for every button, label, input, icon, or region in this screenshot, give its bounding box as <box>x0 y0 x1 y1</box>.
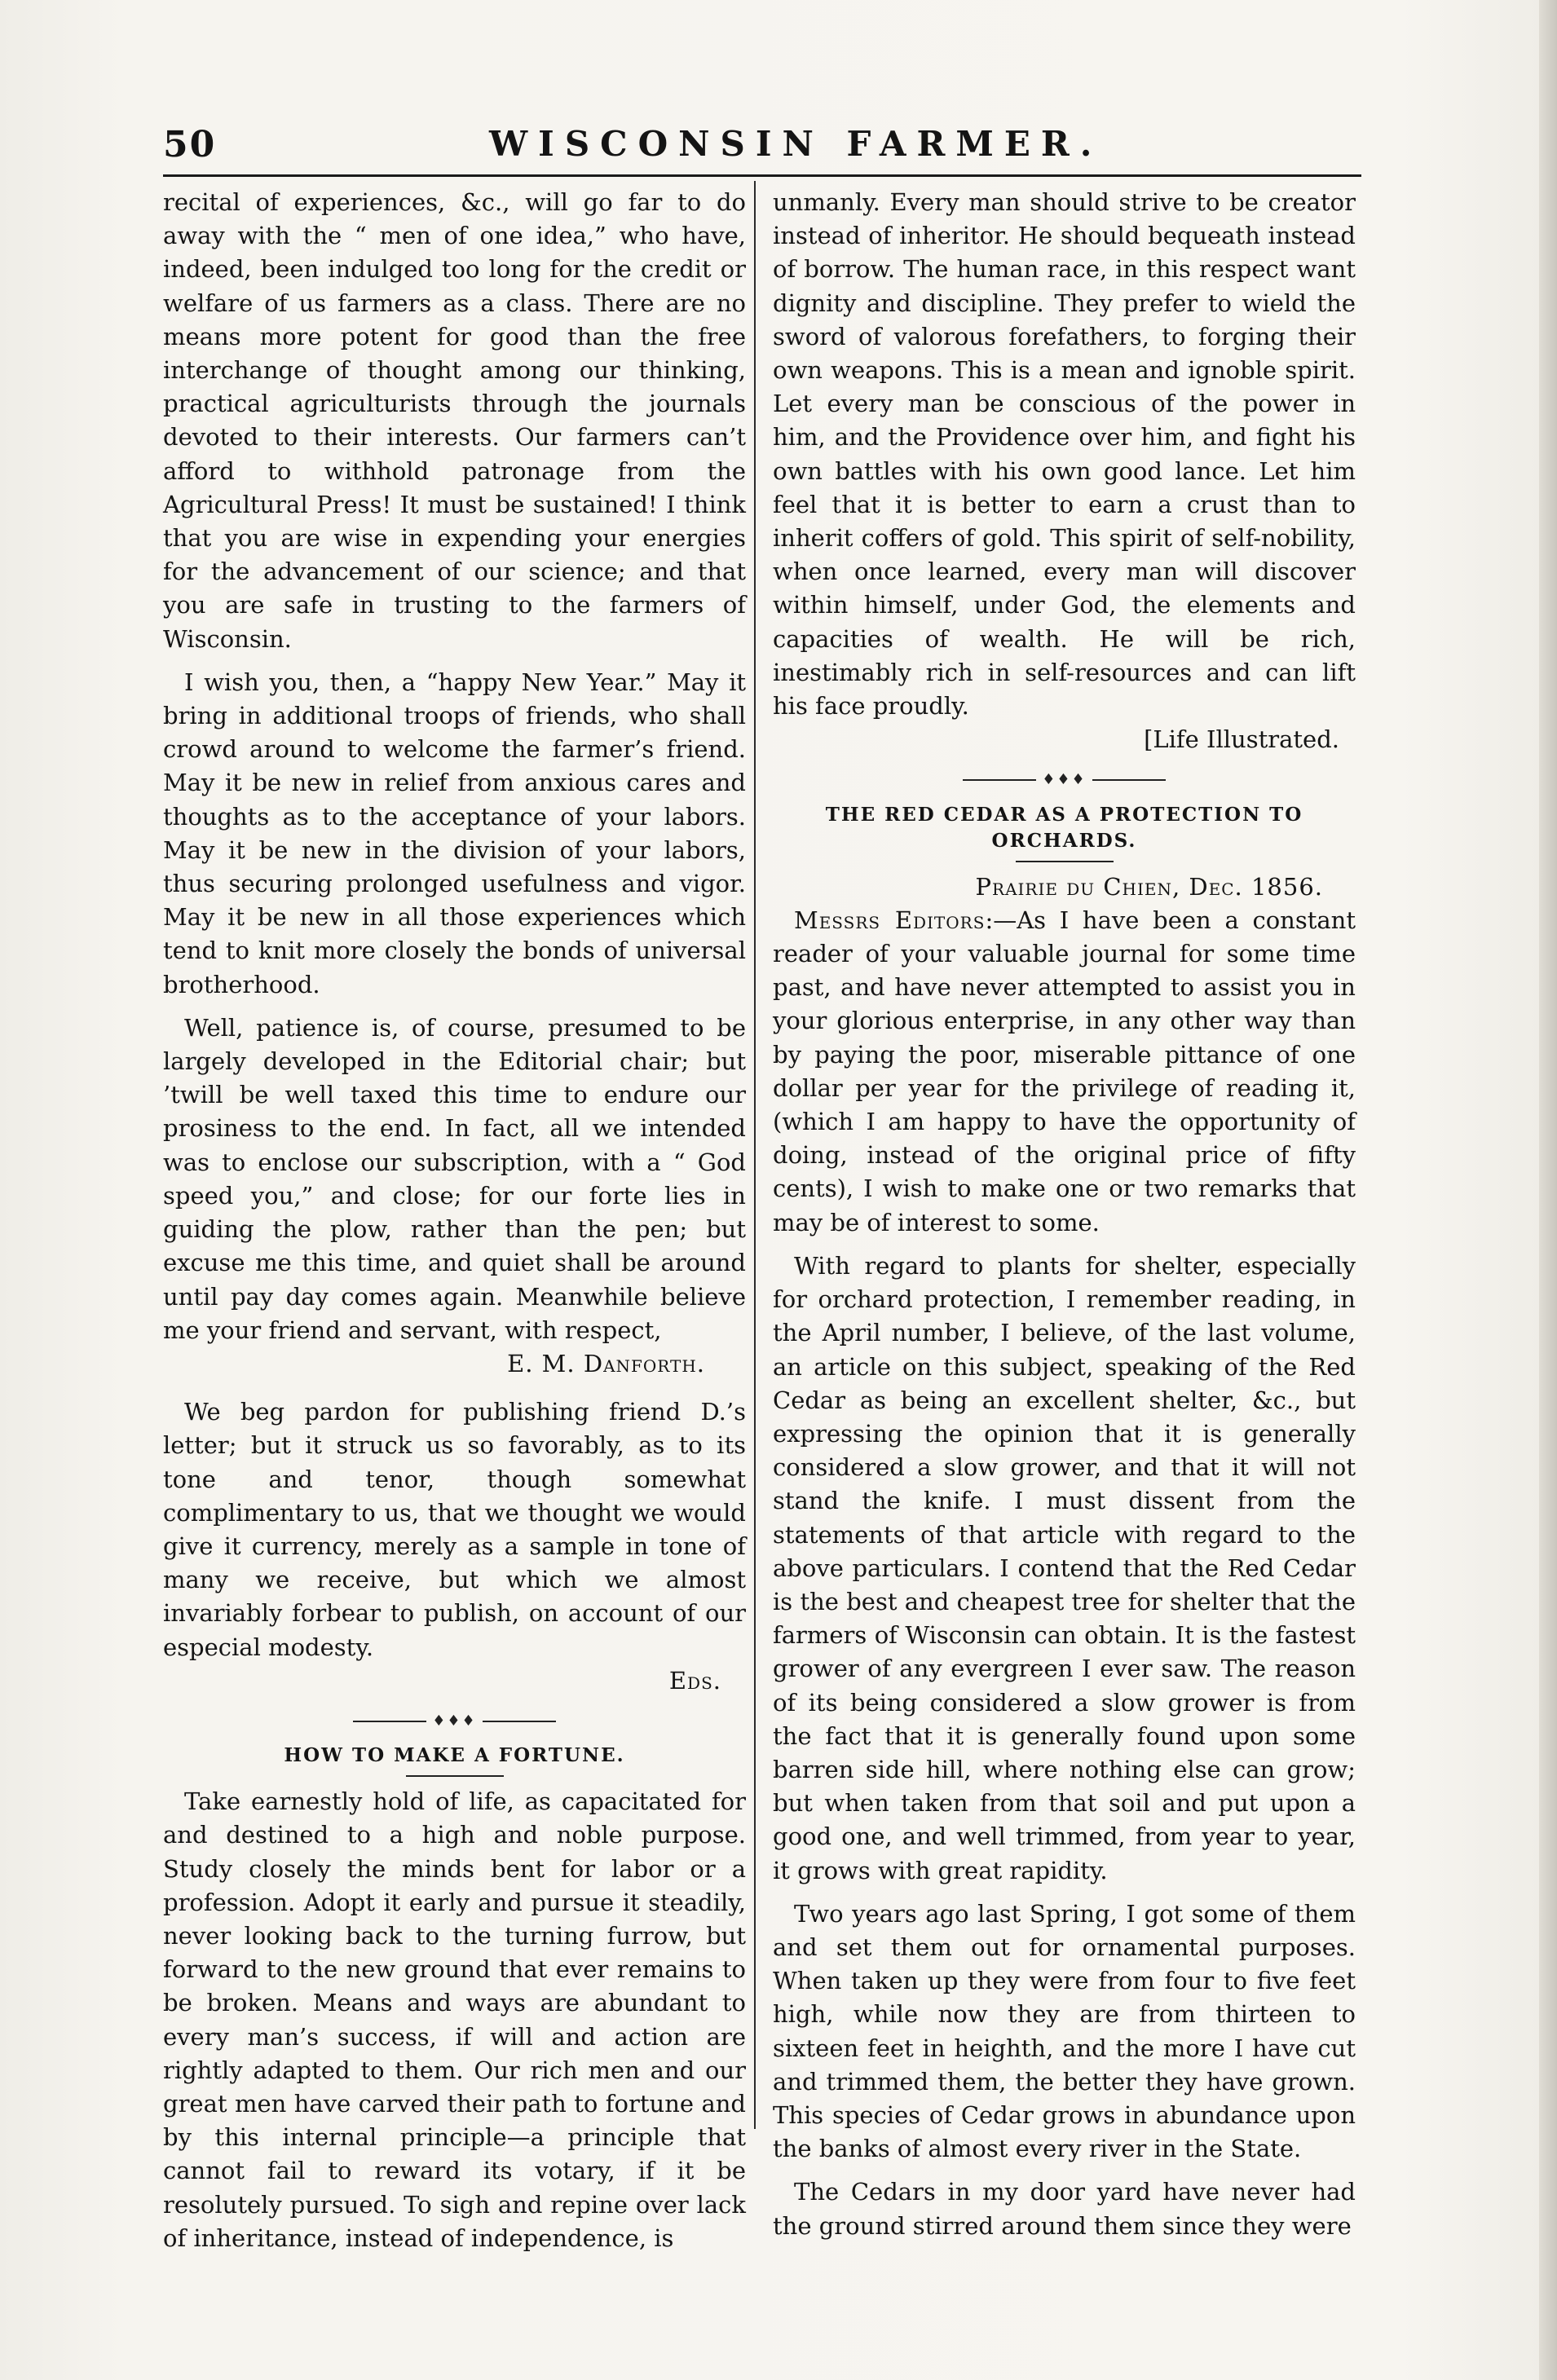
editors-sign-line <box>163 1664 746 1698</box>
left-column <box>163 186 746 2252</box>
header-rule <box>163 174 1361 177</box>
ornament-rule <box>963 779 1036 781</box>
editors-note: We beg pardon for publishing friend D.’s letter; but it struck us so favorably, as to its tone and tenor, though somewhat complimentary to us, that we thought we would give it currency, merely as a sample in tone of many we receive, but which we almost invariably forbear to publish, on account of our especial modesty. <box>163 1398 746 1661</box>
article-heading-red-cedar: THE RED CEDAR AS A PROTECTION TO ORCHARDS. <box>825 803 1303 852</box>
article-paragraph: The Cedars in my door yard have never had the ground stirred around them since they were <box>773 2178 1356 2240</box>
article-heading-fortune: HOW TO MAKE A FORTUNE. <box>284 1744 625 1767</box>
section-ornament <box>773 763 1356 796</box>
editors-sign: Eds. <box>668 1666 721 1695</box>
dateline: Prairie du Chien, Dec. 1856. <box>975 872 1323 901</box>
ornament-rule <box>1092 779 1166 781</box>
ornament-rule <box>483 1721 556 1722</box>
article-paragraph: :—As I have been a constant reader of your valuable journal for some time past, and have never attempted to assist you in your glorious enterprise, in any other way than by paying the poor, miserable pittance of one dollar per year for the privilege of reading it, (which I am happy to have the opportunity of doing, instead of the original price of fifty cents), I wish to make one or two remarks that may be of interest to some. <box>773 906 1356 1236</box>
article-paragraph: unmanly. Every man should strive to be creator instead of inheritor. He should bequeath instead of borrow. The human race, in this respect want dignity and discipline. They prefer to wield the sword of valorous forefathers, to forging their own weapons. This is a mean and ignoble spirit. Let every man be conscious of the power in him, and the Providence over him, and fight his own battles with his own good lance. Let him feel that it is better to earn a crust than to inherit coffers of gold. This spirit of self-nobility, when once learned, every man will discover within himself, under God, the elements and capacities of wealth. He will be rich, inestimably rich in self-resources and can lift his face proudly. <box>773 188 1356 721</box>
ornament-rule <box>353 1721 426 1722</box>
letter-paragraph: I wish you, then, a “happy New Year.” May it bring in additional troops of friends, who shall crowd around to welcome the farmer’s friend. May it be new in relief from anxious cares and thoughts as to the acceptance of your labors. May it be new in the division of your labors, thus securing prolonged usefulness and vigor. May it be new in all those experiences which tend to knit more closely the bonds of universal brotherhood. <box>163 668 746 998</box>
right-column <box>773 186 1356 2240</box>
article-source: [Life Illustrated. <box>1144 725 1339 754</box>
letter-paragraph: Well, patience is, of course, presumed to be largely developed in the Editorial chair; but ’twill be well taxed this time to endure our prosiness to the end. In fact, all we intended was to enclose our subscription, with a “ God speed you,” and close; for our forte lies in guiding the plow, rather than the pen; but excuse me this time, and quiet shall be around until pay day comes again. Meanwhile believe me your friend and servant, with respect, <box>163 1013 746 1344</box>
page-number: 50 <box>163 124 217 165</box>
heading-rule <box>1016 861 1114 862</box>
letter-signature: E. M. Danforth. <box>507 1349 705 1377</box>
article-paragraph: With regard to plants for shelter, especially for orchard protection, I remember reading, in the April number, I believe, of the last volume, an article on this subject, speaking of the Red Cedar as being an excellent shelter, &c., but expressing the opinion that it is generally considered a slow grower, and that it will not stand the knife. I must dissent from the statements of that article with regard to the above particulars. I contend that the Red Cedar is the best and cheapest tree for shelter that the farmers of Wisconsin can obtain. It is the fastest grower of any evergreen I ever saw. The reason of its being considered a slow grower is from the fact that it is generally found upon some barren side hill, where nothing else can grow; but when taken from that soil and put upon a good one, and well trimmed, from year to year, it grows with great rapidity. <box>773 1251 1356 1884</box>
page-edge-shadow <box>1539 0 1557 2380</box>
letter-paragraph: recital of experiences, &c., will go far to do away with the “ men of one idea,” who have, indeed, been indulged too long for the credit or welfare of us farmers as a class. There are no means more potent for good than the free interchange of thought among our thinking, practical agriculturists through the journals devoted to their interests. Our farmers can’t afford to withhold patronage from the Agricultural Press! It must be sustained! I think that you are wise in expending your energies for the advancement of our science; and that you are safe in trusting to the farmers of Wisconsin. <box>163 188 746 653</box>
section-ornament <box>163 1704 746 1738</box>
article-paragraph: Take earnestly hold of life, as capacitated for and destined to a high and noble purpose. Study closely the minds bent for labor or a profession. Adopt it early and pursue it steadily, never looking back to the turning furrow, but forward to the new ground that ever remains to be broken. Means and ways are abundant to every man’s success, if will and action are rightly adapted to them. Our rich men and our great men have carved their path to fortune and by this internal principle—a principle that cannot fail to reward its votary, if it be resolutely pursued. To sigh and repine over lack of inheritance, instead of independence, is <box>163 1787 746 2252</box>
ornament-diamonds: ♦♦♦ <box>1042 771 1087 789</box>
running-title: WISCONSIN FARMER. <box>489 124 1103 164</box>
ornament-diamonds: ♦♦♦ <box>432 1712 477 1730</box>
article-paragraph: Two years ago last Spring, I got some of them and set them out for ornamental purposes. When taken up they were from four to five feet high, while now they are from thirteen to sixteen feet in heighth, and the more I have cut and trimmed them, the better they have grown. This species of Cedar grows in abundance upon the banks of almost every river in the State. <box>773 1899 1356 2163</box>
column-divider <box>754 181 756 2129</box>
page-header <box>163 124 1361 174</box>
heading-rule <box>406 1775 504 1777</box>
salutation: Messrs Editors <box>794 906 986 934</box>
